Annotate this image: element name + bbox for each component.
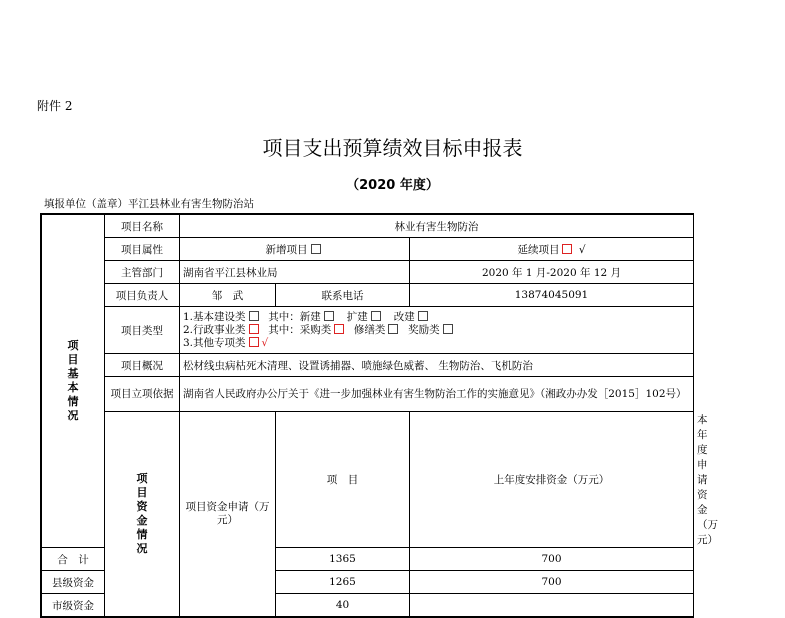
funds-row-this: 700 xyxy=(410,571,694,594)
overview-value: 松材线虫病枯死木清理、设置诱捕器、喷施绿色威蓄、 生物防治、飞机防治 xyxy=(180,354,694,377)
attr-cont-label: 延续项目 xyxy=(517,243,560,256)
budget-form xyxy=(40,213,719,618)
period-value: 2020 年 1 月-2020 年 12 月 xyxy=(410,261,694,284)
attr-new-cell xyxy=(180,238,410,261)
lead-label: 项目负责人 xyxy=(105,284,180,307)
attr-cont-cell xyxy=(410,238,694,261)
checkbox-continue[interactable] xyxy=(562,244,572,254)
type-line1: 1.基本建设类 xyxy=(183,310,246,323)
overview-label: 项目概况 xyxy=(105,354,180,377)
lead-value: 邹 武 xyxy=(180,284,276,307)
attachment-label: 附件 2 xyxy=(37,99,73,113)
checkbox-repair[interactable] xyxy=(388,324,398,334)
attr-check-mark: √ xyxy=(578,243,586,256)
dept-value: 湖南省平江县林业局 xyxy=(180,261,410,284)
dept-label: 主管部门 xyxy=(105,261,180,284)
checkbox-new[interactable] xyxy=(311,244,321,254)
filing-unit: 填报单位（盖章）平江县林业有害生物防治站 xyxy=(44,198,254,210)
attr-label: 项目属性 xyxy=(105,238,180,261)
name-label: 项目名称 xyxy=(105,215,180,238)
type-line1-ext: 扩建 xyxy=(346,310,368,323)
funds-row-this: 700 xyxy=(410,548,694,571)
type-line2: 2.行政事业类 xyxy=(183,323,246,336)
checkbox-special[interactable] xyxy=(249,337,259,347)
basis-label: 项目立项依据 xyxy=(105,377,180,412)
checkbox-new-build[interactable] xyxy=(324,311,334,321)
name-value: 林业有害生物防治 xyxy=(180,215,694,238)
phone-value: 13874045091 xyxy=(410,284,694,307)
funds-row-item: 县级资金 xyxy=(42,571,105,594)
section-basic xyxy=(42,215,105,548)
checkbox-purchase[interactable] xyxy=(334,324,344,334)
type-row-2 xyxy=(183,324,690,337)
type-line2-sub: 其中：采购类 xyxy=(268,323,332,336)
checkbox-construction[interactable] xyxy=(249,311,259,321)
funds-request-label: 项目资金申请（万元） xyxy=(180,412,276,617)
type-row-3 xyxy=(183,337,690,350)
funds-row-last: 1265 xyxy=(276,571,410,594)
form-year: （2020 年度） xyxy=(346,178,439,193)
checkbox-expand[interactable] xyxy=(371,311,381,321)
type-label: 项目类型 xyxy=(105,307,180,354)
section-funds xyxy=(105,412,180,617)
funds-row-item: 合 计 xyxy=(42,548,105,571)
type-check-mark: √ xyxy=(261,336,269,349)
funds-col-last: 上年度安排资金（万元） xyxy=(410,412,694,548)
checkbox-rebuild[interactable] xyxy=(418,311,428,321)
checkbox-reward[interactable] xyxy=(443,324,453,334)
phone-label: 联系电话 xyxy=(276,284,410,307)
funds-row-last: 40 xyxy=(276,594,410,617)
funds-col-item: 项 目 xyxy=(276,412,410,548)
type-line2-rew: 奖励类 xyxy=(408,323,440,336)
type-line1-sub: 其中：新建 xyxy=(268,310,321,323)
type-options xyxy=(180,307,694,354)
type-line3: 3.其他专项类 xyxy=(183,336,246,349)
type-row-1 xyxy=(183,311,690,324)
section-basic-label: 项目基本情况 xyxy=(67,339,79,422)
attr-new-label: 新增项目 xyxy=(265,243,308,256)
type-line2-rep: 修缮类 xyxy=(353,323,386,336)
form-title: 项目支出预算绩效目标申报表 xyxy=(262,136,523,160)
type-line1-mod: 改建 xyxy=(393,310,415,323)
funds-row-item: 市级资金 xyxy=(42,594,105,617)
funds-row-this xyxy=(410,594,694,617)
basis-value: 湖南省人民政府办公厅关于《进一步加强林业有害生物防治工作的实施意见》（湘政办办发［2015］102号） xyxy=(180,377,694,412)
budget-table: 项目基本情况 项目名称 林业有害生物防治 项目属性 新增项目 延续项目 √ 主管部门 湖南省平江县林业局 2020 年 1 月-2020 年 12 月 项目负责人 邹 武 联系电话 13874045091 项目类型 1.基本建设类 其中：新建 扩建 改建 2.行政事业类 其中：采购类 修缮类 奖励类 3.其他专项类 √ 项目概况 松材线虫病枯死木清理、设置诱捕器、喷施绿色威蓄、 生物防治、飞机防治 项目立项依据 湖南省人民政府办公厅关于《进一步加强林业有害生物防治工作的实施意见》（湘政办办发［2015］102号） 项目资金情况 项目资金申请（万元） 项 目 上年度安排资金（万元） 本年度申请资金（万元） 合 计 1365 700 县级资金 1265 700 市级资金 40 xyxy=(41,214,694,617)
funds-row-last: 1365 xyxy=(276,548,410,571)
section-funds-label: 项目资金情况 xyxy=(136,472,148,555)
checkbox-admin[interactable] xyxy=(249,324,259,334)
